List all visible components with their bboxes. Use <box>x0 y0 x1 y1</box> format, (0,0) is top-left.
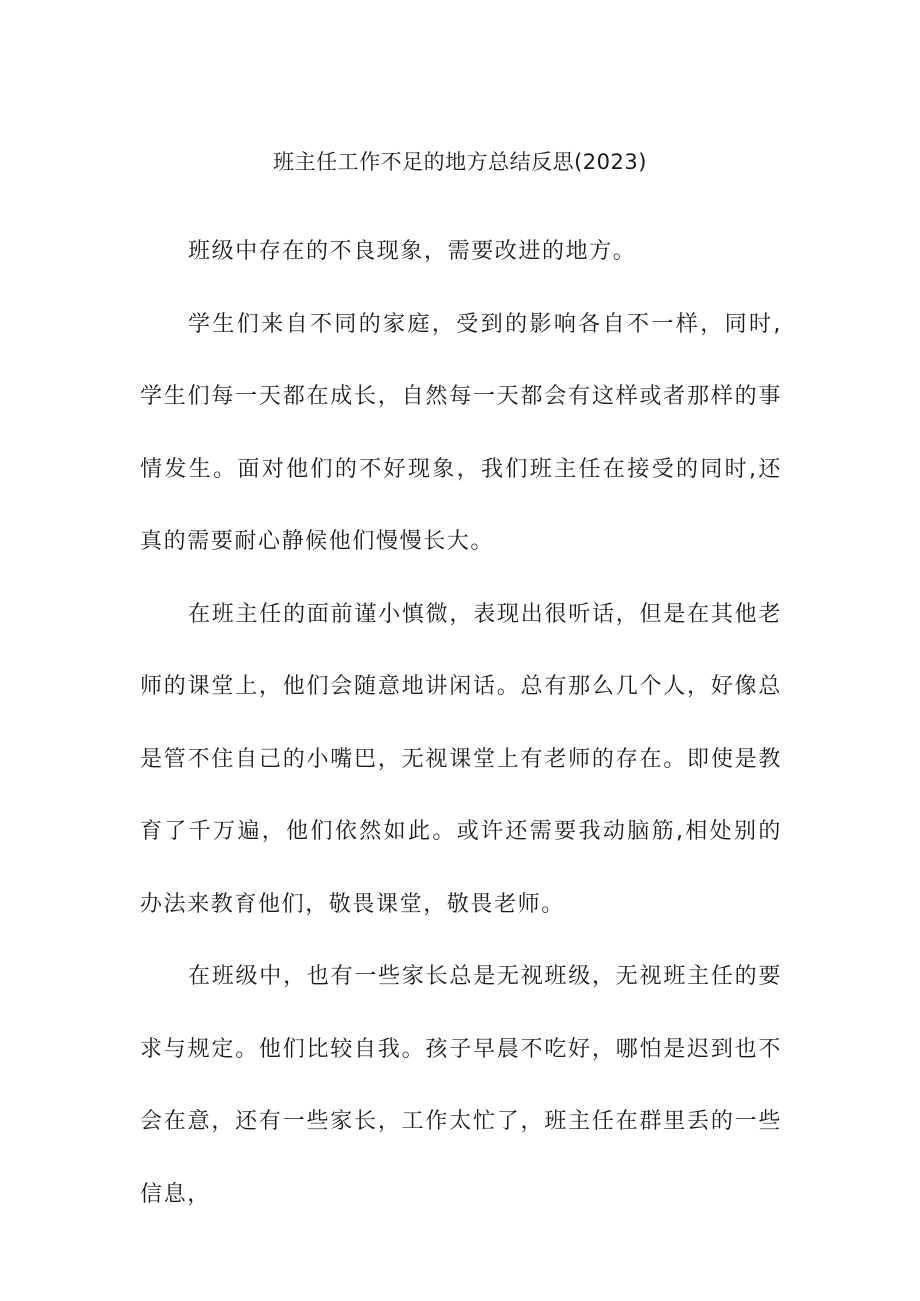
paragraph-classroom-behavior: 在班主任的面前谨小慎微，表现出很听话，但是在其他老师的课堂上，他们会随意地讲闲话。总有那么几个人，好像总是管不住自己的小嘴巴，无视课堂上有老师的存在。即使是教育了千万遍，他们依然如此。或许还需要我动脑筋,相处别的办法来教育他们，敬畏课堂，敬畏老师。 <box>140 601 782 917</box>
document-body <box>140 216 782 1231</box>
document-title: 班主任工作不足的地方总结反思(2023) <box>273 150 647 174</box>
paragraph-parents: 在班级中，也有一些家长总是无视班级，无视班主任的要求与规定。他们比较自我。孩子早晨不吃好，哪怕是迟到也不会在意，还有一些家长，工作太忙了，班主任在群里丢的一些信息， <box>140 964 782 1207</box>
paragraph-students-growth: 学生们来自不同的家庭，受到的影响各自不一样，同时,学生们每一天都在成长，自然每一天都会有这样或者那样的事情发生。面对他们的不好现象，我们班主任在接受的同时,还真的需要耐心静候他们慢慢长大。 <box>140 311 782 554</box>
paragraph-intro: 班级中存在的不良现象，需要改进的地方。 <box>188 239 637 264</box>
